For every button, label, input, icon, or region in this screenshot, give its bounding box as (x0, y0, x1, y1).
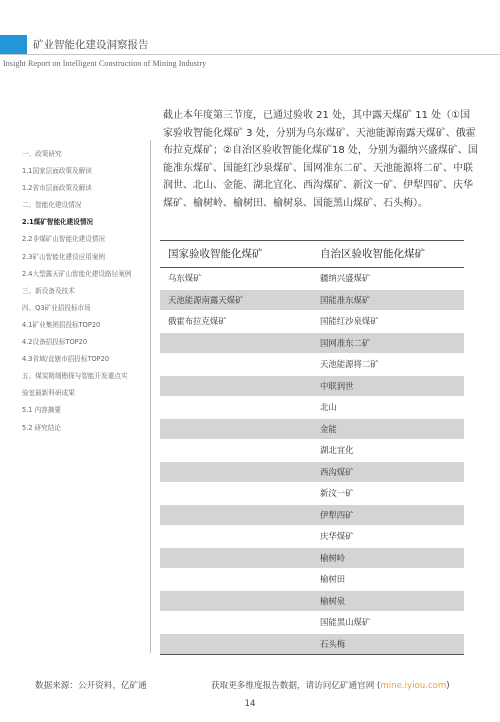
table-row (160, 462, 464, 484)
table-row (160, 591, 464, 613)
cell-regional: 天池能源将二矿 (320, 359, 379, 369)
report-title: 矿业智能化建设洞察报告 (33, 39, 149, 51)
cell-regional: 湖北宜化 (320, 445, 354, 455)
cell-national (160, 612, 312, 633)
table-of-contents (22, 146, 152, 437)
table-row (160, 548, 464, 570)
report-subtitle: Insight Report on Intelligent Construction of Mining Industry (3, 59, 207, 68)
cell-regional: 国能准东煤矿 (320, 294, 371, 305)
cell-national (160, 526, 312, 547)
cell-national: 俄霍布拉克煤矿 (168, 316, 227, 326)
toc-item[interactable]: 5.2 研究结论 (22, 423, 61, 432)
table-row (160, 505, 464, 527)
table-row (160, 634, 464, 655)
cell-national (160, 505, 312, 526)
header-accent-bar (0, 35, 27, 55)
cell-regional: 伊犁四矿 (320, 509, 354, 520)
toc-item[interactable]: 2.2非煤矿山智能化建设情况 (22, 235, 106, 244)
cell-regional: 国能黑山煤矿 (320, 617, 371, 627)
more-info-text: 获取更多维度报告数据，请访问亿矿通官网 (211, 681, 375, 691)
toc-item[interactable]: 4.3省域/直辖市招投标TOP20 (22, 355, 110, 364)
table-row (160, 311, 464, 333)
link-open-paren: ( (377, 681, 381, 691)
website-link[interactable]: mine.iyiou.com (380, 681, 447, 691)
cell-national (160, 634, 312, 655)
table-row (160, 290, 464, 312)
footer-more-info (211, 679, 450, 691)
cell-regional: 庆华煤矿 (320, 531, 354, 541)
table-row (160, 419, 464, 441)
cell-national (160, 333, 312, 354)
cell-national: 乌东煤矿 (168, 273, 202, 283)
toc-item[interactable]: 四、Q3矿业招投标市场 (22, 303, 91, 312)
toc-item[interactable]: 5.1 内容摘要 (22, 406, 61, 415)
cell-national (160, 376, 312, 397)
table-row (160, 354, 464, 376)
cell-regional: 疆纳兴盛煤矿 (320, 273, 371, 283)
table-row (160, 483, 464, 505)
cell-national (160, 548, 312, 569)
cell-national (160, 397, 312, 418)
toc-item[interactable]: 1.2省市层面政策及解读 (22, 184, 92, 193)
cell-regional: 榆树泉 (320, 595, 346, 606)
table-row (160, 440, 464, 462)
cell-regional: 中联润世 (320, 380, 354, 391)
header-divider (0, 54, 500, 55)
cell-national (160, 354, 312, 375)
cell-regional: 北山 (320, 402, 337, 412)
cell-regional: 金能 (320, 423, 337, 434)
toc-item[interactable]: 一、政策研究 (22, 150, 62, 158)
column-header-regional: 自治区验收智能化煤矿 (320, 248, 425, 260)
toc-item[interactable]: 4.2设备招投标TOP20 (22, 338, 88, 347)
toc-item[interactable]: 二、智能化建设情况 (22, 201, 82, 210)
page-number: 14 (244, 699, 256, 709)
table-row (160, 333, 464, 355)
cell-regional: 国能红沙泉煤矿 (320, 316, 379, 326)
cell-national (160, 462, 312, 483)
cell-national (160, 569, 312, 590)
column-header-national: 国家验收智能化煤矿 (168, 248, 263, 260)
link-close-paren: ) (446, 681, 450, 691)
mines-table (160, 240, 464, 655)
body-paragraph: 截止本年度第三节度，已通过验收 21 处，其中露天煤矿 11 处（①国家验收智能化煤矿 3 处，分别为乌东煤矿、天池能源南露天煤矿、俄霍布拉克煤矿；②自治区验收智能化煤矿18 处，分别为疆纳兴盛煤矿、国能准东煤矿、国能红沙泉煤矿、国网准东二矿、天池能源将二矿、中联润世、北山、金能、湖北宜化、西沟煤矿、新汶一矿、伊犁四矿、庆华煤矿、榆树岭、榆树田、榆树泉、国能黑山煤矿、石头梅）。 (163, 110, 478, 209)
table-body (160, 268, 464, 654)
cell-regional: 榆树田 (320, 574, 346, 584)
cell-national (160, 440, 312, 461)
table-row (160, 612, 464, 634)
toc-item[interactable]: 三、新设备及技术 (22, 286, 75, 295)
cell-national (160, 591, 312, 612)
table-row (160, 526, 464, 548)
table-row (160, 376, 464, 398)
cell-national (160, 419, 312, 440)
table-row (160, 397, 464, 419)
toc-item[interactable]: 五、煤炭精细勘探与智能开发重点实 (22, 372, 128, 381)
cell-regional: 新汶一矿 (320, 488, 354, 498)
data-source: 数据来源：公开资料，亿矿通 (35, 681, 147, 691)
table-row (160, 569, 464, 591)
toc-item[interactable]: 2.4大型露天矿山智能化建设路径案例 (22, 269, 132, 278)
toc-item[interactable]: 验室最新科研成果 (22, 389, 75, 398)
cell-regional: 国网准东二矿 (320, 337, 371, 348)
cell-national: 天池能源南露天煤矿 (168, 294, 244, 305)
table-header (160, 241, 464, 268)
toc-item[interactable]: 2.3矿山智能化建设应用案例 (22, 252, 106, 261)
toc-item[interactable]: 4.1矿业集团招投标TOP20 (22, 320, 101, 329)
cell-regional: 石头梅 (320, 638, 346, 649)
toc-item[interactable]: 2.1煤矿智能化建设情况 (22, 218, 94, 227)
cell-regional: 西沟煤矿 (320, 466, 354, 477)
cell-national (160, 483, 312, 504)
toc-item[interactable]: 1.1国家层面政策及解读 (22, 167, 92, 176)
table-row (160, 268, 464, 290)
cell-regional: 榆树岭 (320, 552, 346, 563)
